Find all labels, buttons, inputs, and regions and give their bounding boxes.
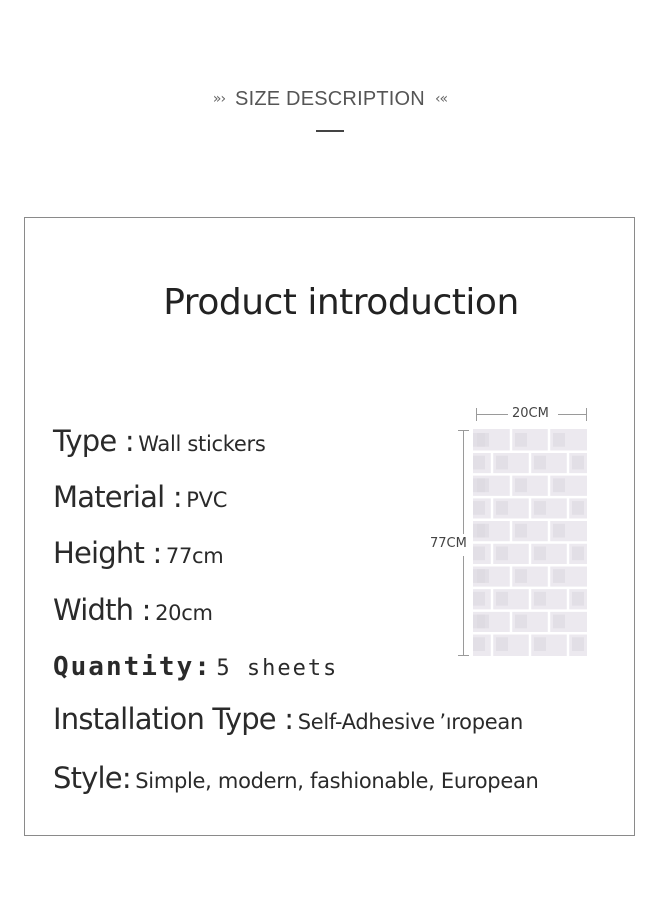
brick-texture: [553, 524, 565, 538]
section-header: [0, 88, 660, 111]
spec-overlap-text: ’ıropean: [439, 710, 523, 734]
brick-texture: [572, 637, 584, 651]
spec-style: [53, 761, 539, 795]
brick-texture: [496, 592, 508, 606]
card-title: Product introduction: [163, 282, 519, 323]
spec-key: Height :: [53, 536, 162, 570]
height-dimension-tick-top: [458, 430, 469, 431]
brick-texture: [553, 433, 565, 447]
brick-texture: [534, 501, 546, 515]
height-dimension-label: 77CM: [430, 536, 467, 551]
width-dimension-line-right: [558, 414, 586, 415]
brick-texture: [572, 501, 584, 515]
brick-texture: [572, 456, 584, 470]
spec-value: Simple, modern, fashionable, European: [135, 769, 539, 793]
brick-texture: [473, 547, 485, 561]
brick-texture: [496, 501, 508, 515]
brick-texture: [534, 637, 546, 651]
spec-type: [53, 424, 265, 458]
brick-texture: [553, 569, 565, 583]
brick-texture: [534, 456, 546, 470]
spec-value: 5 sheets: [216, 656, 339, 681]
spec-installation-type: [53, 702, 523, 736]
spec-key: Width :: [53, 593, 151, 627]
spec-key: Quantity:: [53, 652, 212, 682]
section-title: SIZE DESCRIPTION: [235, 88, 425, 110]
spec-value: 20cm: [155, 601, 213, 625]
brick-texture: [473, 592, 485, 606]
brick-texture: [496, 637, 508, 651]
spec-height: [53, 536, 223, 570]
chevrons-right-icon: »›: [212, 91, 226, 107]
brick-texture: [496, 456, 508, 470]
brick-texture: [572, 547, 584, 561]
brick-texture: [553, 615, 565, 629]
brick-texture: [515, 524, 527, 538]
width-dimension-line-left: [476, 414, 508, 415]
brick-texture: [473, 501, 485, 515]
brick-texture: [477, 524, 489, 538]
brick-texture: [553, 478, 565, 492]
brick-texture: [534, 592, 546, 606]
header-underline: [316, 130, 344, 132]
brick-texture: [515, 478, 527, 492]
brick-texture: [515, 433, 527, 447]
spec-value: Self-Adhesive: [297, 710, 435, 734]
spec-value: PVC: [186, 488, 228, 512]
height-dimension-tick-bottom: [458, 655, 469, 656]
width-dimension-tick-left: [476, 408, 477, 421]
brick-texture: [496, 547, 508, 561]
spec-key: Installation Type :: [53, 702, 294, 736]
brick-texture: [473, 637, 485, 651]
brick-texture: [477, 433, 489, 447]
brick-texture: [473, 456, 485, 470]
spec-value: 77cm: [165, 544, 224, 568]
brick-texture: [572, 592, 584, 606]
spec-quantity: [53, 652, 338, 682]
brick-texture: [515, 615, 527, 629]
brick-texture: [534, 547, 546, 561]
chevrons-left-icon: ‹«: [434, 91, 448, 107]
brick-wall-sticker-image: [473, 429, 587, 656]
spec-key: Type :: [53, 424, 134, 458]
spec-material: [53, 480, 227, 514]
spec-key: Material :: [53, 480, 182, 514]
spec-value: Wall stickers: [138, 432, 266, 456]
height-dimension-line-top: [463, 430, 464, 534]
spec-key: Style:: [53, 761, 131, 795]
brick-texture: [515, 569, 527, 583]
brick-texture: [477, 478, 489, 492]
spec-width: [53, 593, 213, 627]
brick-texture: [477, 615, 489, 629]
brick-texture: [477, 569, 489, 583]
width-dimension-tick-right: [586, 408, 587, 421]
height-dimension-line-bottom: [463, 556, 464, 655]
width-dimension-label: 20CM: [512, 406, 549, 421]
